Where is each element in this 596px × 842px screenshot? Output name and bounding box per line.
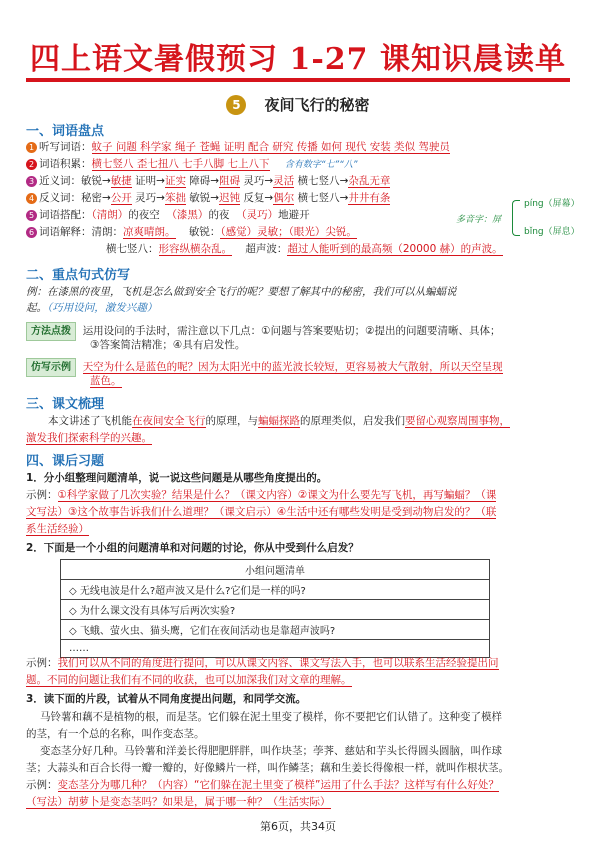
exercise-3-answer-line-2: （写法）胡萝卜是变态茎吗？如果是，属于哪一种？（生活实际） <box>26 796 331 808</box>
number-2-icon: 2 <box>26 159 37 170</box>
method-line-2: ③答案简洁精准；④具有启发性。 <box>90 339 246 351</box>
table-row: …… <box>61 640 490 658</box>
section-sentence-heading: 二、重点句式仿写 <box>26 268 131 283</box>
page-footer: 第6页，共34页 <box>260 820 336 833</box>
exercise-1-answer-line-3: 系生活经验） <box>26 523 89 535</box>
imitation-line-2: 蓝色。 <box>90 375 122 387</box>
vocab-synonym-line: 3 近义词：敏锐→敏捷 证明→证实 障碍→阻碍 灵巧→灵活 横七竖八→杂乱无章 <box>26 174 570 189</box>
section-exercises-heading: 四、课后习题 <box>26 454 105 469</box>
section-vocabulary-heading: 一、词语盘点 <box>26 124 105 139</box>
exercise-1-answer-line-2: 文写法）③这个故事告诉我们什么道理？（课文启示）④生活中还有哪些发明是受到动物启发的？（联 <box>26 506 497 518</box>
number-5-icon: 5 <box>26 210 37 221</box>
exercise-1-answer-line-1: 示例：①科学家做了几次实验？结果是什么？（课文内容）②课文为什么要先写飞机，再写蝙蝠？（课 <box>26 489 497 501</box>
vocab-collocation-line: 5 词语搭配：（清朗）的夜空 （漆黑）的夜 （灵巧）地避开 <box>26 208 570 223</box>
vocab-explain-line-1: 6 词语解释：清朗：凉爽晴朗。 敏锐：（感觉）灵敏；（眼光）尖锐。 <box>26 225 570 240</box>
section-summary-heading: 三、课文梳理 <box>26 397 105 412</box>
imitation-line-1: 仿写示例 天空为什么是蓝色的呢？因为太阳光中的蓝光波长较短，更容易被大气散射，所以天空呈现 <box>26 358 570 377</box>
exercise-2-answer-line-2: 题。不同的问题让我们有不同的收获，也可以加深我们对文章的理解。 <box>26 674 352 686</box>
number-6-icon: 6 <box>26 227 37 238</box>
exercise-3-question: 3．读下面的片段，试着从不同角度提出问题，和同学交流。 <box>26 693 307 705</box>
exercise-3-passage-line-2: 的茎，有一个总的名称，叫作变态茎。 <box>26 728 205 740</box>
table-header-row: 小组问题清单 <box>61 560 490 580</box>
page-title: 四上语文暑假预习 1-27 课知识晨读单 <box>30 42 566 77</box>
vocab-explain-line-2: 横七竖八：形容纵横杂乱。 超声波：超过人能听到的最高频（20000 赫）的声波。 <box>106 243 503 255</box>
accum-words: 横七竖八 歪七扭八 七手八脚 七上八下 <box>91 158 270 170</box>
exercise-3-passage-line-3: 变态茎分好几种。马铃薯和洋姜长得肥肥胖胖，叫作块茎；荸荠、慈姑和芋头长得圆头圆脑，叫作球 <box>40 745 502 757</box>
sentence-example-line-2: 起。（巧用设问，激发兴趣） <box>26 302 158 314</box>
polyphone-note: 多音字：屏 píng（屏幕） bǐng（屏息） <box>456 199 580 237</box>
number-4-icon: 4 <box>26 193 37 204</box>
lesson-number-badge: 5 <box>226 95 246 115</box>
number-1-icon: 1 <box>26 142 37 153</box>
table-row: ◇ 飞蛾、萤火虫、猫头鹰，它们在夜间活动也是靠超声波吗? <box>61 620 490 640</box>
table-row: ◇ 无线电波是什么?超声波又是什么?它们是一样的吗? <box>61 580 490 600</box>
exercise-3-answer-line-1: 示例：变态茎分为哪几种？（内容）“它们躲在泥土里变了模样”运用了什么手法？这样写有什么好处？ <box>26 779 499 791</box>
number-3-icon: 3 <box>26 176 37 187</box>
sentence-example-note: （巧用设问，激发兴趣） <box>47 302 158 314</box>
listen-words: 蚊子 问题 科学家 绳子 苍蝇 证明 配合 研究 传播 如何 现代 安装 类似 驾驶员 <box>91 141 450 153</box>
lesson-name: 夜间飞行的秘密 <box>264 96 370 114</box>
vocab-accum-line: 2 词语积累：横七竖八 歪七扭八 七手八脚 七上八下 含有数字“七”“八” <box>26 157 570 173</box>
question-list-table <box>60 559 490 658</box>
sentence-example-line-1: 例：在漆黑的夜里，飞机是怎么做到安全飞行的呢？要想了解其中的秘密，我们可以从蝙蝠说 <box>26 286 457 298</box>
vocab-antonym-line: 4 反义词：秘密→公开 灵巧→笨拙 敏锐→迟钝 反复→偶尔 横七竖八→井井有条 <box>26 191 570 206</box>
title-divider <box>26 78 570 82</box>
exercise-3-passage-line-4: 茎；大蒜头和百合长得一瓣一瓣的，好像鳞片一样，叫作鳞茎；藕和生姜长得像根一样，就叫作根状茎。 <box>26 762 509 774</box>
brace-icon <box>512 200 520 236</box>
vocab-listen-line: 1 听写词语：蚊子 问题 科学家 绳子 苍蝇 证明 配合 研究 传播 如何 现代 安装 类似 驾驶员 <box>26 140 570 155</box>
imitation-tag: 仿写示例 <box>26 358 76 377</box>
exercise-2-answer-line-1: 示例：我们可以从不同的角度进行提问，可以从课文内容、课文写法入手，也可以联系生活经验提出问 <box>26 657 499 669</box>
table-row: ◇ 为什么课文没有具体写后两次实验? <box>61 600 490 620</box>
accum-note: 含有数字“七”“八” <box>284 160 358 170</box>
method-tag: 方法点拨 <box>26 322 76 341</box>
exercise-3-passage-line-1: 马铃薯和藕不是植物的根，而是茎。它们躲在泥土里变了模样，你不要把它们认错了。这种变了模样 <box>40 711 502 723</box>
method-line-1: 方法点拨 运用设问的手法时，需注意以下几点：①问题与答案要贴切；②提出的问题要清晰、具体； <box>26 322 570 341</box>
summary-line-2: 激发我们探索科学的兴趣。 <box>26 432 152 444</box>
lesson-heading <box>0 94 596 115</box>
exercise-1-question: 1．分小组整理问题清单，说一说这些问题是从哪些角度提出的。 <box>26 472 328 484</box>
summary-line-1: 本文讲述了飞机能在夜间安全飞行的原理，与蝙蝠探路的原理类似，启发我们要留心观察周围事物， <box>48 415 510 427</box>
exercise-2-question: 2．下面是一个小组的问题清单和对问题的讨论，你从中受到什么启发？ <box>26 542 359 554</box>
